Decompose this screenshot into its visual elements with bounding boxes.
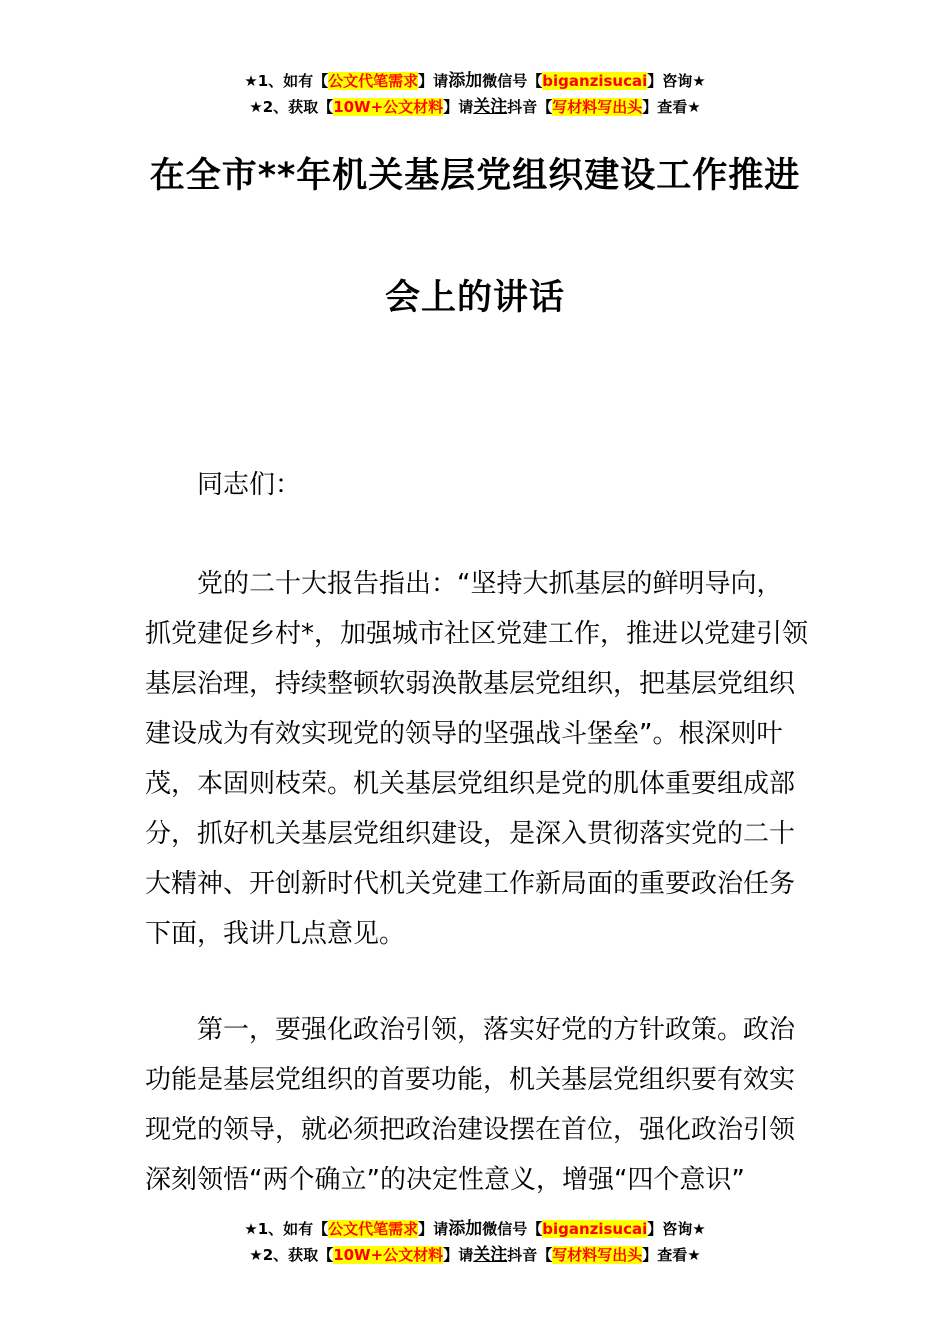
banner-text: 微信号【 — [482, 1220, 543, 1238]
salutation — [145, 460, 810, 510]
header-banner — [0, 68, 950, 120]
paragraph-line: 建设成为有效实现党的领导的坚强战斗堡垒”。根深则叶 — [145, 719, 783, 749]
paragraph-line: 党的二十大报告指出：“坚持大抓基层的鲜明导向， — [197, 569, 783, 599]
banner-line-1 — [0, 68, 950, 94]
paragraph-line: 抓党建促乡村*，加强城市社区党建工作，推进以党建引领 — [145, 619, 809, 649]
banner-text: ★1、如有【 — [244, 1220, 329, 1238]
footer-banner — [0, 1216, 950, 1268]
banner-text: ★1、如有【 — [244, 72, 329, 90]
banner-line-1 — [0, 1216, 950, 1242]
document-title-line-2: 会上的讲话 — [384, 278, 565, 318]
paragraph-line: 分，抓好机关基层党组织建设，是深入贯彻落实党的二十 — [145, 819, 796, 849]
banner-text: ★2、获取【 — [249, 98, 334, 116]
banner-highlight: biganzisucai — [542, 72, 648, 90]
banner-text: 微信号【 — [482, 72, 543, 90]
banner-text: 抖音【 — [507, 98, 553, 116]
paragraph-line: 现党的领导，就必须把政治建设摆在首位，强化政治引领 — [145, 1115, 796, 1145]
banner-highlight: 公文代笔需求 — [328, 1220, 419, 1238]
paragraph-line: 大精神、开创新时代机关党建工作新局面的重要政治任务 — [145, 869, 796, 899]
paragraph-line: 茂，本固则枝荣。机关基层党组织是党的肌体重要组成部 — [145, 769, 796, 799]
banner-text: 】请 — [418, 1220, 449, 1238]
paragraph-2 — [145, 1005, 810, 1205]
banner-text: 关注 — [473, 97, 508, 117]
paragraph-line: 深刻领悟“两个确立”的决定性意义，增强“四个意识” — [145, 1165, 745, 1195]
paragraph-line: 下面，我讲几点意见。 — [145, 919, 406, 949]
banner-highlight: 写材料写出头 — [552, 1246, 643, 1264]
banner-text: ★2、获取【 — [249, 1246, 334, 1264]
banner-highlight: 写材料写出头 — [552, 98, 643, 116]
banner-line-2 — [0, 1242, 950, 1268]
salutation-text: 同志们： — [197, 470, 302, 500]
banner-text: 添加 — [448, 71, 483, 91]
banner-highlight: biganzisucai — [542, 1220, 648, 1238]
banner-text: 】咨询★ — [647, 1220, 706, 1238]
paragraph-line: 基层治理，持续整顿软弱涣散基层党组织，把基层党组织 — [145, 669, 796, 699]
document-title-line-1: 在全市**年机关基层党组织建设工作推进 — [149, 156, 801, 196]
banner-text: 】请 — [418, 72, 449, 90]
banner-text: 添加 — [448, 1219, 483, 1239]
banner-highlight: 10W+公文材料 — [333, 98, 444, 116]
banner-highlight: 公文代笔需求 — [328, 72, 419, 90]
banner-line-2 — [0, 94, 950, 120]
banner-text: 】请 — [443, 98, 474, 116]
banner-text: 抖音【 — [507, 1246, 553, 1264]
banner-highlight: 10W+公文材料 — [333, 1246, 444, 1264]
paragraph-1 — [145, 559, 810, 959]
banner-text: 】查看★ — [642, 1246, 701, 1264]
paragraph-line: 功能是基层党组织的首要功能，机关基层党组织要有效实 — [145, 1065, 796, 1095]
banner-text: 】请 — [443, 1246, 474, 1264]
paragraph-line: 第一，要强化政治引领，落实好党的方针政策。政治 — [197, 1015, 796, 1045]
banner-text: 】查看★ — [642, 98, 701, 116]
banner-text: 关注 — [473, 1245, 508, 1265]
banner-text: 】咨询★ — [647, 72, 706, 90]
